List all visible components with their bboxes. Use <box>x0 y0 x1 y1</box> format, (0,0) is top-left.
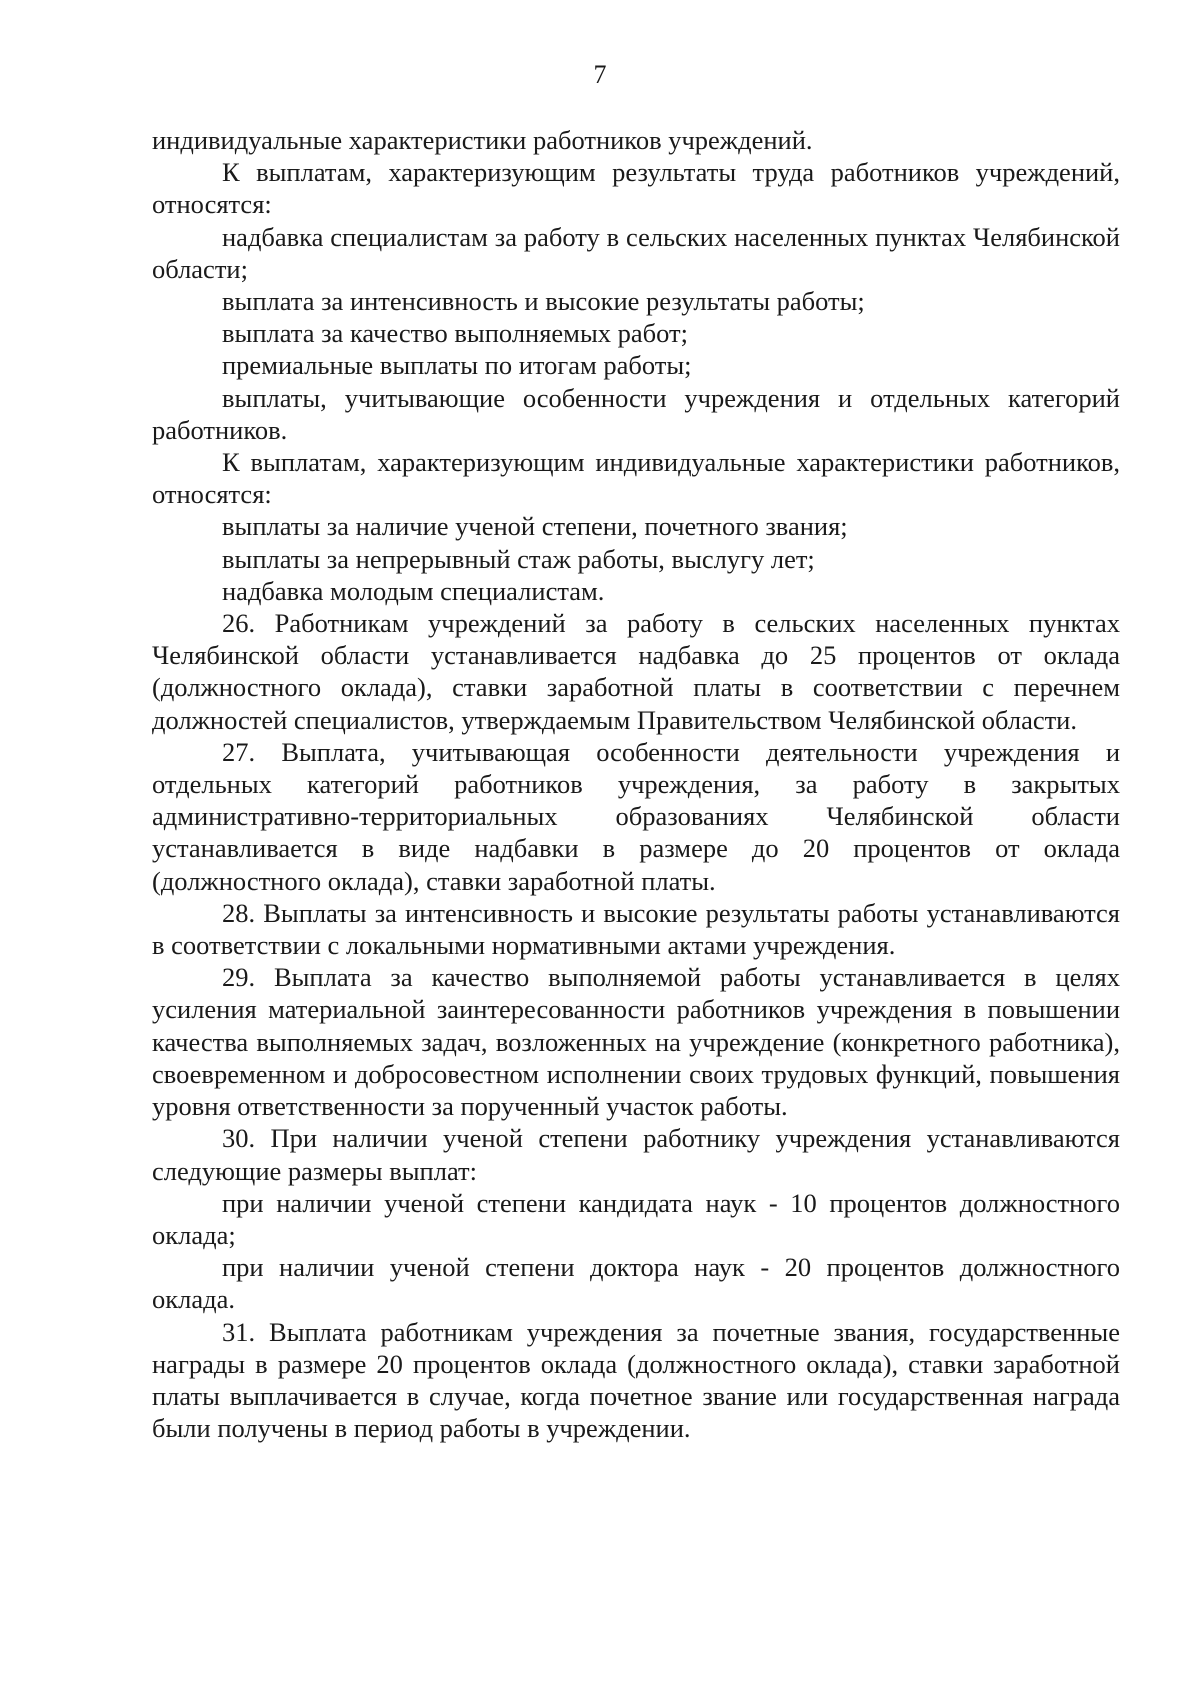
clause-29: 29. Выплата за качество выполняемой работы устанавливается в целях усиления материальной заинтересованности работников учреждения в повышении качества выполняемых задач, возложенных на учреждение (конкретного работника), своевременном и добросовестном исполнении своих трудовых функций, повышения уровня ответственности за порученный участок работы. <box>152 962 1120 1122</box>
list-item-young-specialists: надбавка молодым специалистам. <box>222 575 605 606</box>
paragraph-results-payments-intro: К выплатам, характеризующим результаты труда работников учреждений, относятся: <box>152 157 1120 220</box>
list-item-quality-payment: выплата за качество выполняемых работ; <box>222 318 688 349</box>
list-item-rural-allowance: надбавка специалистам за работу в сельских населенных пунктах Челябинской области; <box>152 221 1120 284</box>
list-item-candidate-degree: при наличии ученой степени кандидата наук - 10 процентов должностного оклада; <box>152 1187 1120 1250</box>
list-item-doctor-degree: при наличии ученой степени доктора наук - 20 процентов должностного оклада. <box>152 1252 1120 1315</box>
list-item-degree-title-payments: выплаты за наличие ученой степени, почетного звания; <box>222 511 848 542</box>
list-item-specifics-payments: выплаты, учитывающие особенности учреждения и отдельных категорий работников. <box>152 382 1120 445</box>
clause-28: 28. Выплаты за интенсивность и высокие результаты работы устанавливаются в соответствии с локальными нормативными актами учреждения. <box>152 897 1120 961</box>
document-body <box>152 124 1120 1444</box>
list-item-intensity-payment: выплата за интенсивность и высокие результаты работы; <box>222 286 865 317</box>
list-item-seniority-payments: выплаты за непрерывный стаж работы, выслугу лет; <box>222 543 815 574</box>
clause-26: 26. Работникам учреждений за работу в сельских населенных пунктах Челябинской области устанавливается надбавка до 25 процентов от оклада (должностного оклада), ставки заработной платы в соответствии с перечнем должностей специалистов, утверждаемым Правительством Челябинской области. <box>152 608 1120 735</box>
paragraph-continuation: индивидуальные характеристики работников учреждений. <box>152 125 813 155</box>
list-item-bonus-payments: премиальные выплаты по итогам работы; <box>222 350 692 381</box>
paragraph-individual-payments-intro: К выплатам, характеризующим индивидуальные характеристики работников, относятся: <box>152 447 1120 510</box>
clause-31: 31. Выплата работникам учреждения за почетные звания, государственные награды в размере 20 процентов оклада (должностного оклада), ставки заработной платы выплачивается в случае, когда почетное звание или государственная награда были получены в период работы в учреждении. <box>152 1316 1120 1444</box>
page-number: 7 <box>593 60 607 89</box>
clause-30: 30. При наличии ученой степени работнику учреждения устанавливаются следующие размеры выплат: <box>152 1123 1120 1186</box>
clause-27: 27. Выплата, учитывающая особенности деятельности учреждения и отдельных категорий работников учреждения, за работу в закрытых административно-территориальных образованиях Челябинской области устанавливается в виде надбавки в размере до 20 процентов от оклада (должностного оклада), ставки заработной платы. <box>152 736 1120 896</box>
